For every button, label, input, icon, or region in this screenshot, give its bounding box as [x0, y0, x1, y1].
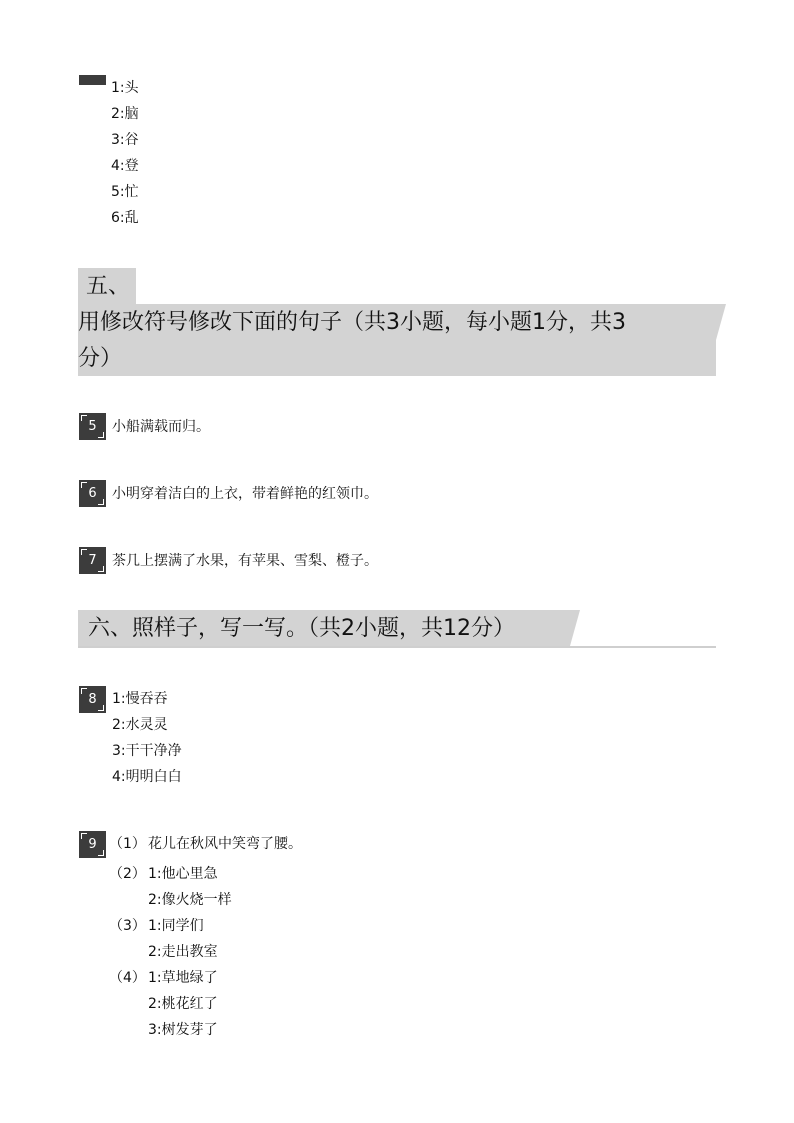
q4-answer-item: 6:乱 [111, 210, 139, 226]
q9-part4-list [148, 965, 218, 1043]
q9-part2-item: 2:像火烧一样 [148, 892, 232, 908]
q9-part4-item: 1:草地绿了 [148, 970, 218, 986]
q9-part1-label: （1） [109, 836, 146, 852]
q9-part3-label: （3） [109, 918, 146, 934]
q4-answer-list [111, 75, 139, 231]
question-7-badge: 7 [79, 547, 106, 574]
q9-part2-item: 1:他心里急 [148, 866, 218, 882]
question-7-text: 茶几上摆满了水果，有苹果、雪梨、橙子。 [112, 553, 378, 569]
question-5-text: 小船满载而归。 [112, 419, 210, 435]
q4-badge-fragment [79, 75, 106, 85]
question-6-badge: 6 [79, 480, 106, 507]
section-6-title: 六、照样子，写一写。（共2小题，共12分） [88, 616, 515, 641]
q9-part2-label: （2） [109, 866, 146, 882]
q9-part4-item: 3:树发芽了 [148, 1022, 218, 1038]
q8-answer-item: 2:水灵灵 [112, 717, 168, 733]
question-5-badge: 5 [79, 413, 106, 440]
q8-answer-item: 3:干干净净 [112, 743, 182, 759]
q8-answer-item: 1:慢吞吞 [112, 691, 168, 707]
question-9-badge: 9 [79, 831, 106, 858]
q9-part3-item: 2:走出教室 [148, 944, 218, 960]
q4-answer-item: 5:忙 [111, 184, 139, 200]
q4-answer-item: 1:头 [111, 80, 139, 96]
q4-answer-item: 3:谷 [111, 132, 139, 148]
question-6-text: 小明穿着洁白的上衣，带着鲜艳的红领巾。 [112, 486, 378, 502]
q9-part4-label: （4） [109, 970, 146, 986]
q8-answer-list [112, 686, 182, 790]
q8-answer-item: 4:明明白白 [112, 769, 182, 785]
q4-answer-item: 4:登 [111, 158, 139, 174]
section-5-title-line1: 用修改符号修改下面的句子（共3小题，每小题1分，共3 [78, 310, 626, 335]
question-8-badge: 8 [79, 686, 106, 713]
q9-part2-list [148, 861, 232, 913]
q9-part1-text: 花儿在秋风中笑弯了腰。 [148, 836, 302, 852]
section-5-title-line2: 分） [78, 346, 123, 371]
q9-part4-item: 2:桃花红了 [148, 996, 218, 1012]
section-5-number: 五、 [86, 274, 131, 299]
q9-part3-list [148, 913, 218, 965]
q4-answer-item: 2:脑 [111, 106, 139, 122]
q9-part3-item: 1:同学们 [148, 918, 204, 934]
